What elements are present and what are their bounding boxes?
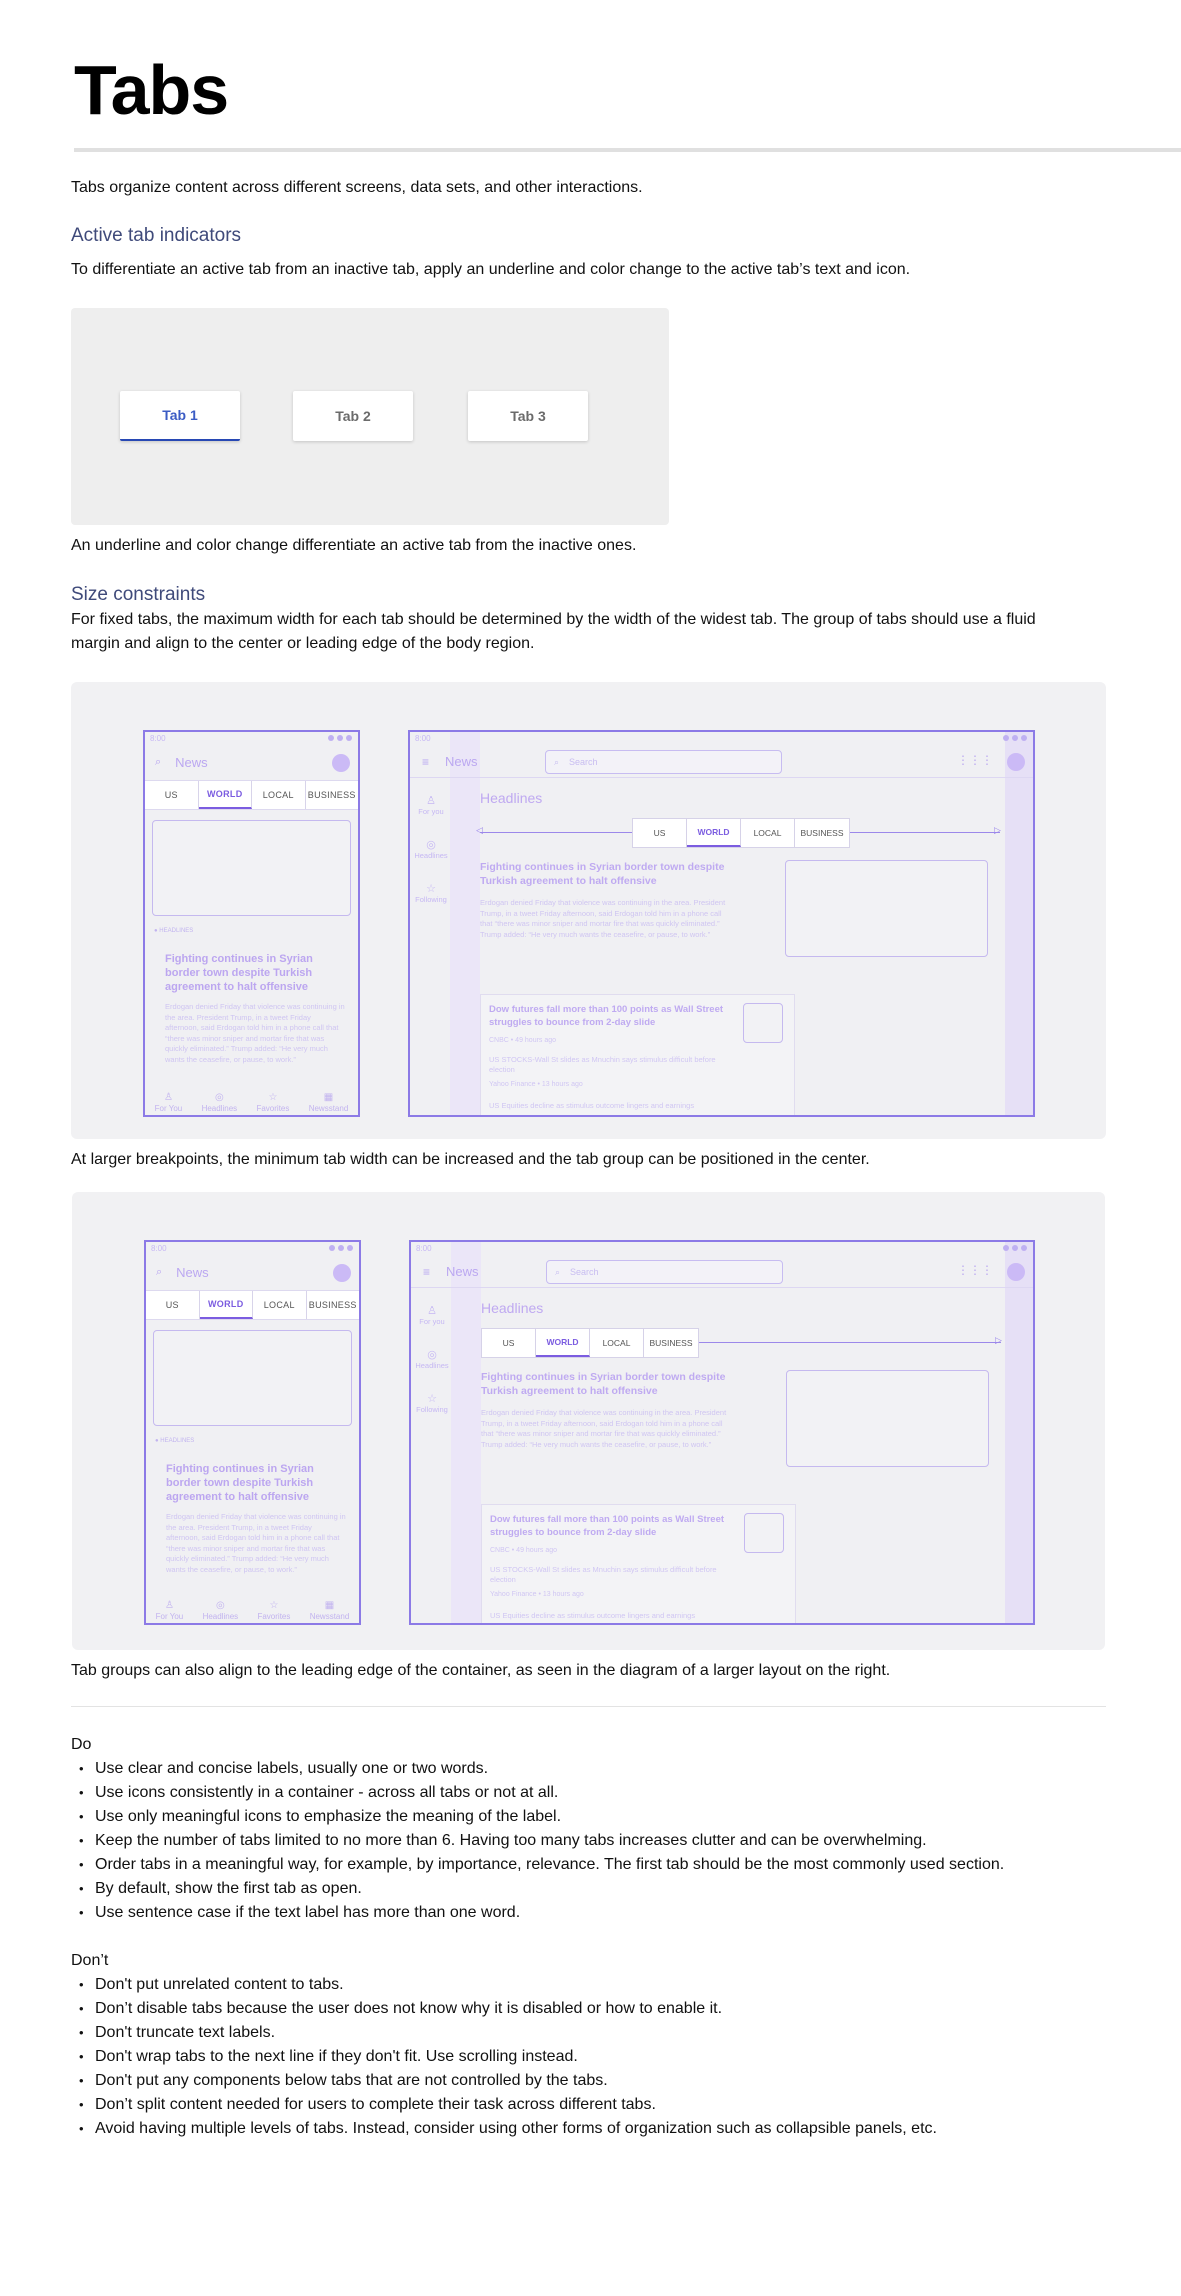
status-time: 8:00 bbox=[415, 734, 431, 743]
nav-favorites[interactable]: ☆ Favorites bbox=[256, 1092, 290, 1113]
list-item: • Order tabs in a meaningful way, for example, by importance, relevance. The first tab should be the most commonly used section. bbox=[71, 1853, 1111, 1877]
section-title: Headlines bbox=[481, 1300, 544, 1316]
tab-us[interactable]: US bbox=[145, 781, 199, 809]
list-item: • Use sentence case if the text label has more than one word. bbox=[71, 1901, 1111, 1925]
rail-following[interactable]: ☆ Following bbox=[415, 883, 447, 904]
list-item: • Don't put any components below tabs that are not controlled by the tabs. bbox=[71, 2069, 1111, 2093]
section-heading-active-indicators: Active tab indicators bbox=[71, 225, 242, 246]
tab-1[interactable]: Tab 1 bbox=[120, 391, 240, 441]
globe-icon: ◎ bbox=[427, 1349, 437, 1361]
search-icon: ⌕ bbox=[554, 756, 560, 767]
list-item: • Don't put unrelated content to tabs. bbox=[71, 1973, 1111, 1997]
tablet-tab-bar-leading bbox=[481, 1328, 699, 1358]
right-margin-highlight bbox=[1005, 732, 1033, 1115]
story3-headline[interactable]: US STOCKS-Wall St slides as Mnuchin says stimulus difficult before election bbox=[489, 1055, 716, 1074]
tab-local[interactable]: LOCAL bbox=[741, 819, 795, 847]
tab-us[interactable]: US bbox=[633, 819, 687, 847]
thumbnail-placeholder bbox=[744, 1513, 784, 1553]
arrow-left-icon: ◁ bbox=[476, 825, 483, 835]
story-body: Erdogan denied Friday that violence was continuing in the area. President Trump, in a tweet Friday afternoon, said Erdogan told him in a phone call that “there was minor sniper and mortar fire that was quickly eliminated.” Trump added: “He very much wants the ceasefire, or pause, to work.” bbox=[165, 1002, 345, 1064]
tablet-wireframe bbox=[409, 1240, 1035, 1625]
search-icon: ⌕ bbox=[555, 1266, 561, 1277]
tab-world[interactable]: WORLD bbox=[200, 1291, 254, 1319]
search-icon[interactable]: ⌕ bbox=[155, 755, 162, 768]
story-headline[interactable]: Fighting continues in Syrian border town despite Turkish agreement to halt offensive bbox=[166, 1463, 314, 1503]
dont-heading: Don’t bbox=[71, 1952, 109, 1969]
story-body: Erdogan denied Friday that violence was continuing in the area. President Trump, in a tweet Friday afternoon, said Erdogan told him in a phone call that “there was minor sniper and mortar fire that was quickly eliminated.” Trump added: “He very much wants the ceasefire, or pause, to work.” bbox=[166, 1512, 346, 1574]
apps-grid-icon[interactable]: ⋮⋮⋮ bbox=[957, 1263, 993, 1277]
list-item: • Don't truncate text labels. bbox=[71, 2021, 1111, 2045]
mobile-wireframe bbox=[144, 1240, 361, 1625]
nav-newsstand[interactable]: ▦ Newsstand bbox=[308, 1092, 349, 1113]
star-icon: ☆ bbox=[269, 1600, 279, 1611]
menu-icon[interactable]: ≡ bbox=[423, 1264, 431, 1279]
star-icon: ☆ bbox=[268, 1092, 278, 1103]
search-input[interactable]: ⌕ Search bbox=[545, 750, 782, 774]
list-item: • Don’t split content needed for users to complete their task across different tabs. bbox=[71, 2093, 1111, 2117]
size-constraints-caption-2: Tab groups can also align to the leading edge of the container, as seen in the diagram of a larger layout on the right. bbox=[71, 1662, 891, 1679]
tab-business[interactable]: BUSINESS bbox=[800, 828, 844, 838]
search-icon[interactable]: ⌕ bbox=[156, 1265, 163, 1278]
title-divider bbox=[74, 148, 1181, 152]
story2-headline[interactable]: Dow futures fall more than 100 points as Wall Street struggles to bounce from 2-day slide bbox=[490, 1514, 725, 1538]
tab-world[interactable]: WORLD bbox=[536, 1329, 590, 1357]
nav-newsstand[interactable]: ▦ Newsstand bbox=[309, 1600, 350, 1621]
rail-following[interactable]: ☆ Following bbox=[416, 1393, 448, 1414]
status-icons bbox=[1003, 1245, 1027, 1251]
bottom-navigation bbox=[146, 1600, 359, 1621]
arrow-right-icon: ▷ bbox=[994, 825, 1001, 835]
newsstand-icon: ▦ bbox=[324, 1600, 335, 1611]
nav-headlines[interactable]: ◎ Headlines bbox=[202, 1600, 239, 1621]
globe-icon: ◎ bbox=[426, 839, 436, 851]
rail-headlines[interactable]: ◎ Headlines bbox=[414, 839, 448, 860]
story3-source: Yahoo Finance • 13 hours ago bbox=[489, 1081, 583, 1088]
rail-headlines[interactable]: ◎ Headlines bbox=[415, 1349, 449, 1370]
tab-world[interactable]: WORLD bbox=[199, 781, 253, 809]
story4-headline[interactable]: US Equities decline as stimulus outcome lingers and earnings bbox=[489, 1101, 695, 1110]
thumbnail-placeholder bbox=[743, 1003, 783, 1043]
menu-icon[interactable]: ≡ bbox=[422, 754, 430, 769]
search-input[interactable]: ⌕ Search bbox=[546, 1260, 783, 1284]
section-heading-size-constraints: Size constraints bbox=[71, 584, 206, 605]
status-time: 8:00 bbox=[150, 734, 166, 743]
tab-us[interactable]: US bbox=[146, 1291, 200, 1319]
list-item: • Use only meaningful icons to emphasize the meaning of the label. bbox=[71, 1805, 1111, 1829]
star-icon: ☆ bbox=[426, 883, 436, 895]
person-icon: ♙ bbox=[427, 1305, 437, 1317]
mobile-wireframe bbox=[143, 730, 360, 1117]
avatar[interactable] bbox=[332, 754, 350, 772]
rail-for-you[interactable]: ♙ For you bbox=[415, 1304, 449, 1326]
status-icons bbox=[1003, 735, 1027, 741]
tab-world[interactable]: WORLD bbox=[687, 819, 741, 847]
tab-business[interactable]: BUSINESS bbox=[649, 1338, 693, 1348]
wireframe-panel-centered bbox=[71, 682, 1106, 1139]
tab-local[interactable]: LOCAL bbox=[252, 781, 306, 809]
newsstand-icon: ▦ bbox=[323, 1092, 334, 1103]
rail-for-you[interactable]: ♙ For you bbox=[414, 794, 448, 816]
app-title: News bbox=[176, 1264, 209, 1280]
status-icons bbox=[328, 735, 352, 741]
globe-icon: ◎ bbox=[214, 1092, 224, 1103]
globe-icon: ◎ bbox=[215, 1600, 225, 1611]
do-heading: Do bbox=[71, 1736, 92, 1753]
section-title: Headlines bbox=[480, 790, 543, 806]
left-margin-highlight bbox=[450, 732, 480, 1115]
image-placeholder bbox=[786, 1370, 989, 1467]
tab-3[interactable]: Tab 3 bbox=[468, 391, 588, 441]
image-placeholder bbox=[153, 1330, 352, 1426]
story-list-card bbox=[481, 1504, 796, 1625]
avatar[interactable] bbox=[1007, 753, 1025, 771]
story4-headline[interactable]: US Equities decline as stimulus outcome lingers and earnings bbox=[490, 1611, 696, 1620]
status-icons bbox=[329, 1245, 353, 1251]
size-constraints-caption-1: At larger breakpoints, the minimum tab width can be increased and the tab group can be positioned in the center. bbox=[71, 1151, 870, 1168]
tab-local[interactable]: LOCAL bbox=[253, 1291, 307, 1319]
list-item: • Use icons consistently in a container - across all tabs or not at all. bbox=[71, 1781, 1111, 1805]
avatar[interactable] bbox=[333, 1264, 351, 1282]
story3-source: Yahoo Finance • 13 hours ago bbox=[490, 1591, 584, 1598]
kicker-label: ● HEADLINES bbox=[155, 1438, 195, 1444]
list-item: • Don’t disable tabs because the user does not know why it is disabled or how to enable it. bbox=[71, 1997, 1111, 2021]
left-margin-highlight bbox=[451, 1242, 481, 1623]
story-body: Erdogan denied Friday that violence was continuing in the area. President Trump, in a tweet Friday afternoon, said Erdogan told him in a phone call that “there was minor sniper and mortar fire that was quickly eliminated.” Trump added: “He very much wants the ceasefire, or pause, to work.” bbox=[480, 898, 726, 939]
bottom-navigation bbox=[145, 1092, 358, 1113]
mobile-tab-bar bbox=[146, 1290, 359, 1320]
section-divider bbox=[71, 1706, 1106, 1707]
tabs-demo bbox=[71, 308, 669, 525]
dont-list bbox=[71, 1973, 1111, 2141]
story2-headline[interactable]: Dow futures fall more than 100 points as Wall Street struggles to bounce from 2-day slide bbox=[489, 1004, 724, 1028]
story-headline[interactable]: Fighting continues in Syrian border town despite Turkish agreement to halt offensive bbox=[481, 1371, 726, 1397]
star-icon: ☆ bbox=[427, 1393, 437, 1405]
nav-headlines[interactable]: ◎ Headlines bbox=[201, 1092, 238, 1113]
active-indicators-description: To differentiate an active tab from an inactive tab, apply an underline and color change to the active tab’s text and icon. bbox=[71, 261, 911, 278]
image-placeholder bbox=[785, 860, 988, 957]
tab-local[interactable]: LOCAL bbox=[590, 1329, 644, 1357]
image-placeholder bbox=[152, 820, 351, 916]
list-item: • Keep the number of tabs limited to no more than 6. Having too many tabs increases clutter and can be overwhelming. bbox=[71, 1829, 1111, 1853]
list-item: • Use clear and concise labels, usually one or two words. bbox=[71, 1757, 1111, 1781]
nav-favorites[interactable]: ☆ Favorites bbox=[257, 1600, 291, 1621]
story-headline[interactable]: Fighting continues in Syrian border town despite Turkish agreement to halt offensive bbox=[480, 861, 725, 887]
list-item: • Avoid having multiple levels of tabs. Instead, consider using other forms of organization such as collapsible panels, etc. bbox=[71, 2117, 1111, 2141]
story3-headline[interactable]: US STOCKS-Wall St slides as Mnuchin says stimulus difficult before election bbox=[490, 1565, 717, 1584]
list-item: • Don't wrap tabs to the next line if they don't fit. Use scrolling instead. bbox=[71, 2045, 1111, 2069]
arrow-right-icon: ▷ bbox=[995, 1335, 1002, 1345]
person-icon: ♙ bbox=[164, 1600, 174, 1611]
wireframe-panel-leading bbox=[72, 1192, 1105, 1650]
active-indicators-caption: An underline and color change differentiate an active tab from the inactive ones. bbox=[71, 537, 637, 554]
tablet-tab-bar-centered bbox=[632, 818, 850, 848]
tab-business[interactable]: BUSINESS bbox=[307, 790, 356, 800]
story-body: Erdogan denied Friday that violence was continuing in the area. President Trump, in a tweet Friday afternoon, said Erdogan told him in a phone call that “there was minor sniper and mortar fire that was quickly eliminated.” Trump added: “He very much wants the ceasefire, or pause, to work.” bbox=[481, 1408, 727, 1449]
story-headline[interactable]: Fighting continues in Syrian border town despite Turkish agreement to halt offensive bbox=[165, 953, 313, 993]
status-time: 8:00 bbox=[416, 1244, 432, 1253]
app-title: News bbox=[446, 1264, 479, 1279]
mobile-tab-bar bbox=[145, 780, 358, 810]
do-list bbox=[71, 1757, 1111, 1925]
size-constraints-description: For fixed tabs, the maximum width for each tab should be determined by the width of the widest tab. The group of tabs should use a fluid margin and align to the center or leading edge of the body region. bbox=[71, 611, 1036, 652]
app-title: News bbox=[445, 754, 478, 769]
page-title: Tabs bbox=[74, 51, 229, 129]
app-title: News bbox=[175, 754, 208, 770]
status-time: 8:00 bbox=[151, 1244, 167, 1253]
list-item: • By default, show the first tab as open. bbox=[71, 1877, 1111, 1901]
nav-for-you[interactable]: ♙ For You bbox=[154, 1092, 183, 1113]
tab-business[interactable]: BUSINESS bbox=[308, 1300, 357, 1310]
story2-source: CNBC • 49 hours ago bbox=[489, 1037, 557, 1044]
person-icon: ♙ bbox=[426, 795, 436, 807]
person-icon: ♙ bbox=[163, 1092, 173, 1103]
story-list-card bbox=[480, 994, 795, 1117]
kicker-label: ● HEADLINES bbox=[154, 928, 194, 934]
nav-for-you[interactable]: ♙ For You bbox=[155, 1600, 184, 1621]
right-margin-highlight bbox=[1005, 1242, 1033, 1623]
tab-us[interactable]: US bbox=[482, 1329, 536, 1357]
tablet-wireframe bbox=[408, 730, 1035, 1117]
apps-grid-icon[interactable]: ⋮⋮⋮ bbox=[957, 753, 993, 767]
avatar[interactable] bbox=[1007, 1263, 1025, 1281]
intro-text: Tabs organize content across different screens, data sets, and other interactions. bbox=[71, 179, 643, 196]
tab-2[interactable]: Tab 2 bbox=[293, 391, 413, 441]
story2-source: CNBC • 49 hours ago bbox=[490, 1547, 558, 1554]
